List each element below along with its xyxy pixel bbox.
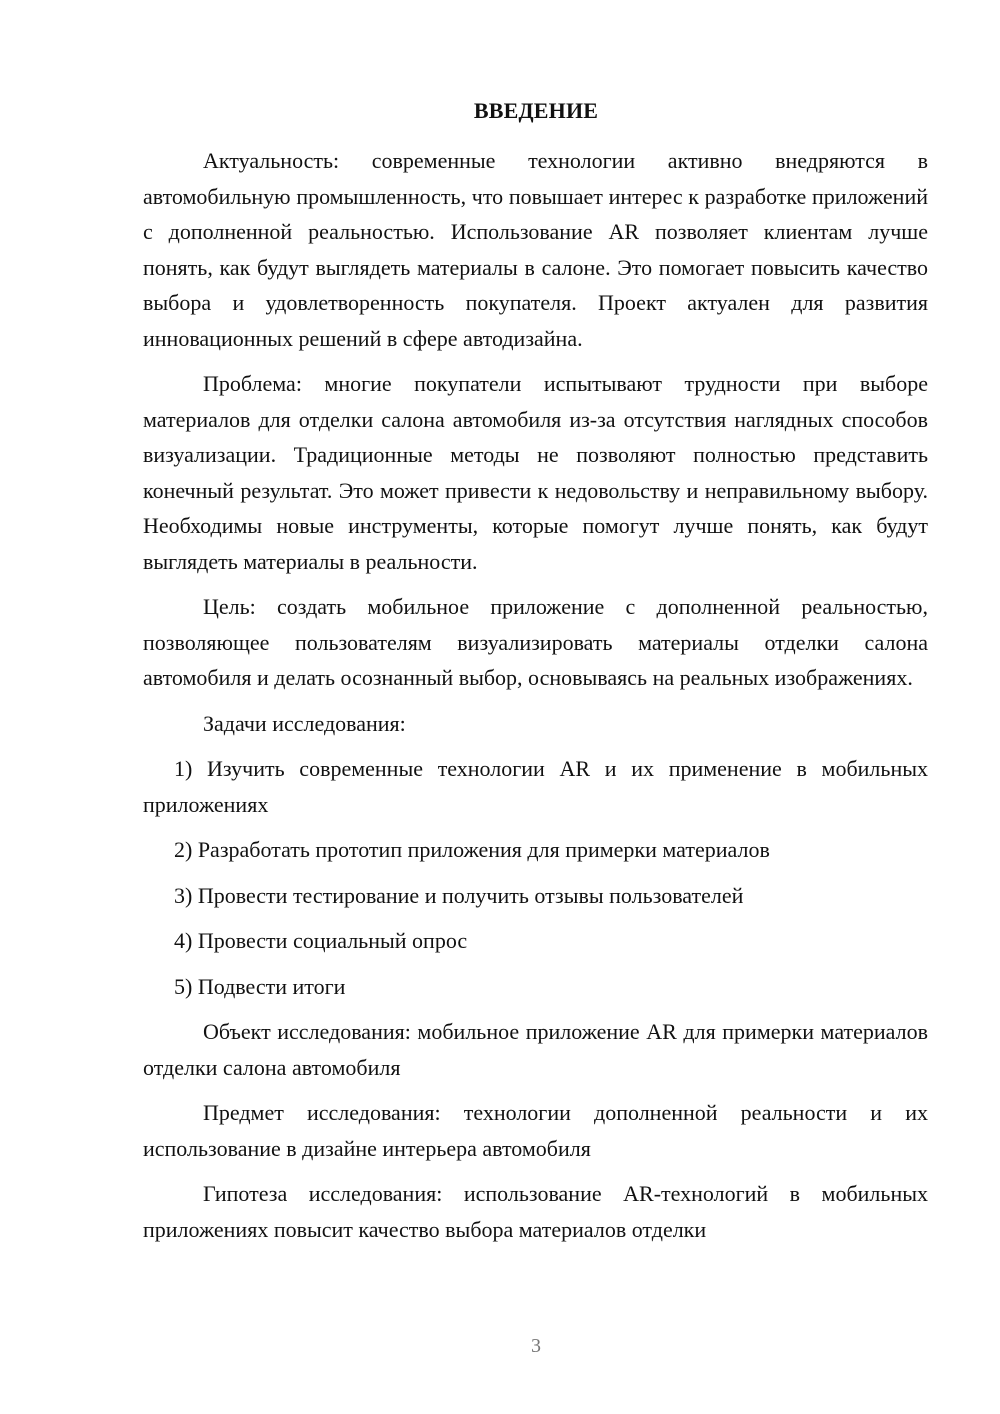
tasks-heading: Задачи исследования: xyxy=(203,710,406,736)
task-item: 4) Провести социальный опрос xyxy=(174,928,468,953)
document-body xyxy=(143,143,928,1257)
paragraph-object: Объект исследования: мобильное приложение AR для примерки материалов отделки салона автомобиля xyxy=(143,1019,928,1080)
page-number: 3 xyxy=(531,1335,541,1357)
page-title: ВВЕДЕНИЕ xyxy=(473,98,599,123)
task-item: 3) Провести тестирование и получить отзывы пользователей xyxy=(174,882,744,908)
paragraph-subject: Предмет исследования: технологии дополненной реальности и их использование в дизайне интерьера автомобиля xyxy=(143,1100,928,1161)
task-item: 1) Изучить современные технологии AR и их применение в мобильных приложениях xyxy=(143,756,928,817)
task-item: 5) Подвести итоги xyxy=(174,973,346,999)
paragraph-goal: Цель: создать мобильное приложение с дополненной реальностью, позволяющее пользователям визуализировать материалы отделки салона автомобиля и делать осознанный выбор, основываясь на реальных изображениях. xyxy=(143,594,928,690)
paragraph-relevance: Актуальность: современные технологии активно внедряются в автомобильную промышленность, что повышает интерес к разработке приложений с дополненной реальностью. Использование AR позволяет клиентам лучше понять, как будут выглядеть материалы в салоне. Это помогает повысить качество выбора и удовлетворенность покупателя. Проект актуален для развития инновационных решений в сфере автодизайна. xyxy=(143,148,928,351)
paragraph-hypothesis: Гипотеза исследования: использование AR-технологий в мобильных приложениях повысит качество выбора материалов отделки xyxy=(143,1181,928,1242)
paragraph-problem: Проблема: многие покупатели испытывают трудности при выборе материалов для отделки салона автомобиля из-за отсутствия наглядных способов визуализации. Традиционные методы не позволяют полностью представить конечный результат. Это может привести к недовольству и неправильному выбору. Необходимы новые инструменты, которые помогут лучше понять, как будут выглядеть материалы в реальности. xyxy=(143,371,928,574)
task-item: 2) Разработать прототип приложения для примерки материалов xyxy=(174,837,770,862)
